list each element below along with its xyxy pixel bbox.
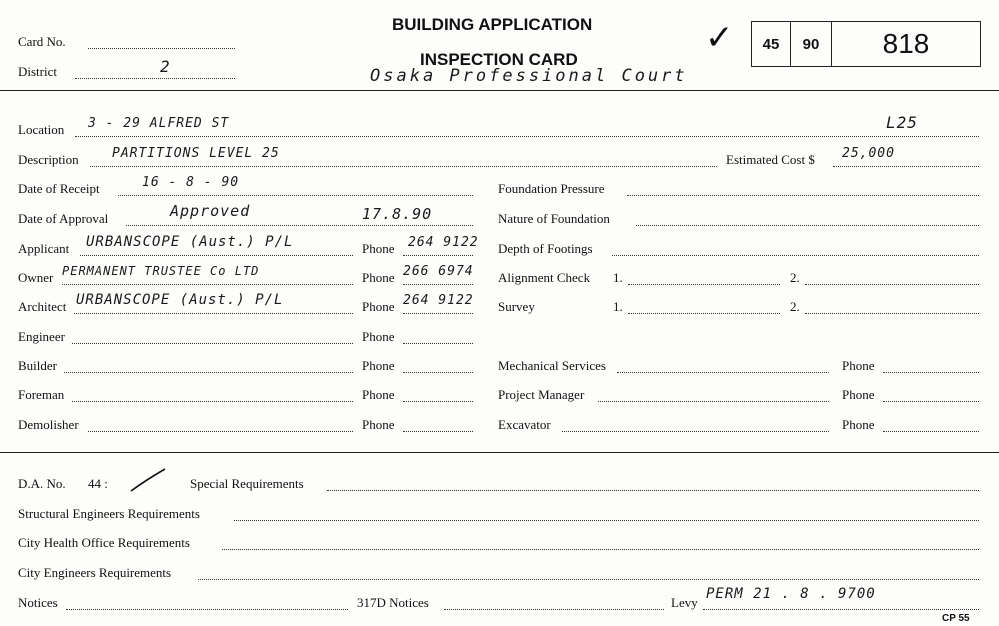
card-no-line xyxy=(88,48,235,49)
owner-label: Owner xyxy=(18,270,54,285)
demolisher-phone-line xyxy=(403,431,473,432)
nature-foundation-label: Nature of Foundation xyxy=(498,211,610,226)
applicant-label: Applicant xyxy=(18,241,70,256)
excavator-phone-line xyxy=(883,431,979,432)
engineer-phone-line xyxy=(403,343,473,344)
foundation-pressure-line xyxy=(627,195,979,196)
da-label: D.A. No. xyxy=(18,476,66,491)
card-no-label: Card No. xyxy=(18,34,66,49)
project-manager-label: Project Manager xyxy=(498,387,585,402)
builder-line xyxy=(64,372,353,373)
foreman-phone-line xyxy=(403,401,473,402)
location-line xyxy=(75,136,979,137)
nature-foundation-line xyxy=(636,225,979,226)
foreman-phone-label: Phone xyxy=(362,387,395,402)
header-box-1 xyxy=(751,21,791,67)
description-value: PARTITIONS LEVEL 25 xyxy=(112,146,280,161)
location-label: Location xyxy=(18,122,65,137)
alignment-check-label: Alignment Check xyxy=(498,270,591,285)
bottom-divider xyxy=(0,452,999,453)
applicant-phone-label: Phone xyxy=(362,241,395,256)
health-line xyxy=(222,549,979,550)
district-value: 2 xyxy=(160,57,171,76)
health-label: City Health Office Requirements xyxy=(18,535,190,550)
description-label: Description xyxy=(18,152,79,167)
alignment-line-2 xyxy=(805,284,979,285)
description-line xyxy=(90,166,717,167)
header-box-3 xyxy=(831,21,981,67)
notices-label: Notices xyxy=(18,595,58,610)
city-eng-line xyxy=(198,579,979,580)
title-line-2: INSPECTION CARD xyxy=(420,50,578,69)
architect-phone-line xyxy=(403,313,473,314)
owner-phone-line xyxy=(403,284,473,285)
excavator-line xyxy=(562,431,829,432)
excavator-label: Excavator xyxy=(498,417,551,432)
est-cost-label: Estimated Cost $ xyxy=(726,152,815,167)
demolisher-phone-label: Phone xyxy=(362,417,395,432)
da-value: 44 : xyxy=(88,476,108,491)
est-cost-value: 25,000 xyxy=(842,146,895,161)
foreman-line xyxy=(72,401,353,402)
builder-phone-line xyxy=(403,372,473,373)
survey-num-2: 2. xyxy=(790,299,800,314)
survey-num-1: 1. xyxy=(613,299,623,314)
architect-label: Architect xyxy=(18,299,67,314)
date-approval-line xyxy=(126,225,473,226)
applicant-phone-value: 264 9122 xyxy=(408,235,479,250)
architect-phone-label: Phone xyxy=(362,299,395,314)
date-approval-value-1: Approved xyxy=(170,202,251,220)
architect-phone-value: 264 9122 xyxy=(403,293,474,308)
header-box-2 xyxy=(790,21,832,67)
date-receipt-label: Date of Receipt xyxy=(18,181,100,196)
owner-line xyxy=(62,284,353,285)
date-receipt-value: 16 - 8 - 90 xyxy=(142,175,240,190)
architect-value: URBANSCOPE (Aust.) P/L xyxy=(76,292,284,308)
levy-label: Levy xyxy=(671,595,698,610)
date-approval-label: Date of Approval xyxy=(18,211,109,226)
date-receipt-line xyxy=(118,195,473,196)
special-req-label: Special Requirements xyxy=(190,476,304,491)
depth-footings-label: Depth of Footings xyxy=(498,241,593,256)
structural-line xyxy=(234,520,979,521)
header-box-3-value: 818 xyxy=(882,28,930,59)
notices-line xyxy=(66,609,348,610)
owner-phone-label: Phone xyxy=(362,270,395,285)
header-box-1-value: 45 xyxy=(762,35,780,53)
structural-label: Structural Engineers Requirements xyxy=(18,506,200,521)
applicant-line xyxy=(80,255,353,256)
notices-317d-label: 317D Notices xyxy=(357,595,429,610)
checkmark-icon: ✓ xyxy=(705,18,734,58)
handwritten-note: Osaka Professional Court xyxy=(370,66,688,86)
alignment-line-1 xyxy=(628,284,780,285)
project-manager-line xyxy=(598,401,829,402)
applicant-value: URBANSCOPE (Aust.) P/L xyxy=(86,234,294,250)
date-approval-value-2: 17.8.90 xyxy=(362,205,433,223)
owner-phone-value: 266 6974 xyxy=(403,264,474,279)
top-divider xyxy=(0,90,999,91)
engineer-label: Engineer xyxy=(18,329,65,344)
builder-label: Builder xyxy=(18,358,57,373)
est-cost-line xyxy=(833,166,979,167)
title-line-1: BUILDING APPLICATION xyxy=(392,15,593,34)
mech-phone-line xyxy=(883,372,979,373)
architect-line xyxy=(74,313,353,314)
demolisher-line xyxy=(88,431,353,432)
city-eng-label: City Engineers Requirements xyxy=(18,565,172,580)
engineer-phone-label: Phone xyxy=(362,329,395,344)
pm-phone-label: Phone xyxy=(842,387,875,402)
alignment-num-1: 1. xyxy=(613,270,623,285)
engineer-line xyxy=(72,343,353,344)
owner-value: PERMANENT TRUSTEE Co LTD xyxy=(62,264,260,278)
demolisher-label: Demolisher xyxy=(18,417,79,432)
pm-phone-line xyxy=(883,401,979,402)
da-slash-mark xyxy=(128,466,168,494)
district-line xyxy=(75,78,235,79)
alignment-num-2: 2. xyxy=(790,270,800,285)
location-right-value: L25 xyxy=(886,113,918,132)
foreman-label: Foreman xyxy=(18,387,65,402)
survey-line-2 xyxy=(805,313,979,314)
notices-317d-line xyxy=(444,609,664,610)
district-label: District xyxy=(18,64,57,79)
applicant-phone-line xyxy=(403,255,473,256)
depth-footings-line xyxy=(612,255,979,256)
location-value: 3 - 29 ALFRED ST xyxy=(88,116,230,131)
builder-phone-label: Phone xyxy=(362,358,395,373)
mech-services-line xyxy=(617,372,829,373)
survey-line-1 xyxy=(628,313,780,314)
levy-value: PERM 21 . 8 . 9700 xyxy=(706,586,876,602)
survey-label: Survey xyxy=(498,299,535,314)
levy-line xyxy=(703,609,979,610)
foundation-pressure-label: Foundation Pressure xyxy=(498,181,605,196)
special-req-line xyxy=(327,490,979,491)
header-box-2-value: 90 xyxy=(802,35,820,53)
mech-services-label: Mechanical Services xyxy=(498,358,606,373)
form-code: CP 55 xyxy=(942,613,970,624)
mech-phone-label: Phone xyxy=(842,358,875,373)
excavator-phone-label: Phone xyxy=(842,417,875,432)
